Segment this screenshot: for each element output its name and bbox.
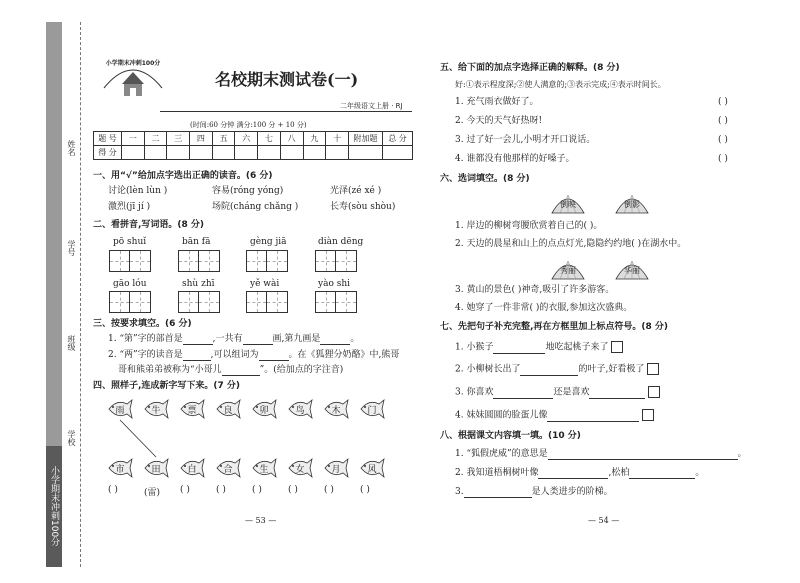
score-input[interactable] <box>326 146 349 160</box>
q7-text: 2. 小柳树长出了 <box>455 364 521 375</box>
q4-answer-paren[interactable]: ( ) <box>360 485 370 495</box>
score-cell: 总 分 <box>383 132 413 146</box>
punctuation-box[interactable] <box>611 341 623 353</box>
score-input[interactable] <box>349 146 383 160</box>
q5-paren[interactable]: ( ) <box>718 97 728 107</box>
q8-text: 。 <box>737 449 747 459</box>
word-shell <box>548 191 588 217</box>
answer-blank[interactable] <box>548 450 738 460</box>
q1-opts[interactable]: (lèn lùn ) <box>126 186 168 196</box>
q2-pinyin: pō shuǐ <box>113 237 147 247</box>
q2-pinyin: yě wài <box>250 279 280 289</box>
fish-char: 木 <box>331 406 341 416</box>
score-input[interactable] <box>167 146 190 160</box>
q3-text: ”。(给加点的字注音) <box>259 365 344 375</box>
q6-title: 六、选词填空。(8 分) <box>440 174 530 184</box>
fish-char: 卯 <box>259 406 269 416</box>
side-label-name: 姓名 <box>67 140 76 156</box>
answer-blank[interactable] <box>320 335 350 345</box>
bottom-fish[interactable] <box>179 457 205 479</box>
fish-char: 风 <box>367 465 377 475</box>
bottom-fish[interactable] <box>251 457 277 479</box>
score-input[interactable] <box>190 146 213 160</box>
side-caption: 小学期末冲刺100分 <box>46 446 62 567</box>
time-note: (时间:60 分钟 满分:100 分 + 10 分) <box>190 121 307 129</box>
q1-opts[interactable]: (jī jí ) <box>126 202 151 212</box>
score-input[interactable] <box>212 146 235 160</box>
q2-writing-grid[interactable] <box>178 250 220 272</box>
answer-blank[interactable] <box>259 351 289 361</box>
q1-title: 一、用“√”给加点字选出正确的读音。(6 分) <box>93 171 273 181</box>
q8-line2 <box>455 467 704 479</box>
shell-word: 华丽 <box>624 266 640 275</box>
fish-char: 票 <box>187 406 197 416</box>
q7-line1 <box>455 341 623 354</box>
fish-char: 女 <box>295 465 305 475</box>
score-input[interactable] <box>258 146 281 160</box>
score-cell: 题 号 <box>94 132 122 146</box>
shell-word: 秀丽 <box>560 266 576 275</box>
q4-title: 四、照样子,连成新字写下来。(7 分) <box>93 381 241 391</box>
q5-title: 五、给下面的加点字选择正确的解释。(8 分) <box>440 63 620 73</box>
top-fish[interactable] <box>323 398 349 420</box>
q3-line2 <box>108 349 399 361</box>
q2-writing-grid[interactable] <box>315 250 357 272</box>
q1-item <box>212 201 298 213</box>
q2-writing-grid[interactable] <box>109 291 151 313</box>
q5-paren[interactable]: ( ) <box>718 135 728 145</box>
q6-item: 1. 岸边的柳树弯腰欣赏着自己的( )。 <box>455 221 603 231</box>
score-cell: 附加题 <box>349 132 383 146</box>
score-table <box>93 131 413 160</box>
q4-answer-paren[interactable]: ( ) <box>324 485 334 495</box>
score-cell: 八 <box>280 132 303 146</box>
q5-legend: 好:①表示程度深;②使人满意的;③表示完成;④表示时间长。 <box>455 80 666 89</box>
top-fish[interactable] <box>179 398 205 420</box>
score-input[interactable] <box>303 146 326 160</box>
answer-blank[interactable] <box>183 351 211 361</box>
answer-blank[interactable] <box>520 366 578 376</box>
fish-char: 市 <box>115 465 125 475</box>
page-number-left: — 53 — <box>245 516 277 525</box>
score-cell: 七 <box>258 132 281 146</box>
q3-title: 三、按要求填空。(6 分) <box>93 319 192 329</box>
q5-item: 1. 充气雨衣做好了。 <box>455 97 539 107</box>
bottom-fish[interactable] <box>323 457 349 479</box>
q2-pinyin: yào shi <box>318 279 351 289</box>
side-label-id: 学号 <box>67 240 76 256</box>
q2-pinyin: gèng jiā <box>250 237 287 247</box>
answer-blank[interactable] <box>183 335 213 345</box>
house-logo <box>100 58 166 102</box>
q8-text: ,松柏 <box>608 468 630 478</box>
q1-item <box>330 185 381 197</box>
q7-line3 <box>455 386 660 399</box>
q1-opts[interactable]: (zé xé ) <box>348 186 382 196</box>
answer-blank[interactable] <box>222 366 260 376</box>
q1-opts[interactable]: (cháng chǎng ) <box>230 202 299 212</box>
q8-text: 2. 我知道梧桐树叶像 <box>455 468 539 478</box>
fish-char: 白 <box>187 465 197 475</box>
punctuation-box[interactable] <box>647 363 659 375</box>
q2-writing-grid[interactable] <box>246 250 288 272</box>
q5-paren[interactable]: ( ) <box>718 116 728 126</box>
q6-item: 3. 黄山的景色( )神奇,吸引了许多游客。 <box>455 285 615 295</box>
score-cell: 得 分 <box>94 146 122 160</box>
q8-text: 。 <box>695 468 705 478</box>
q1-item <box>108 185 167 197</box>
q4-connector <box>120 420 156 457</box>
answer-blank[interactable] <box>589 389 645 399</box>
top-fish[interactable] <box>143 398 169 420</box>
q6-item: 2. 天边的晨星和山上的点点灯光,隐隐约约地( )在湖水中。 <box>455 239 687 249</box>
q7-text: 还是喜欢 <box>553 387 590 398</box>
binding-line <box>80 22 81 567</box>
score-header-row <box>94 132 413 146</box>
q7-text: 的叶子,好看极了 <box>578 364 645 375</box>
shell-word: 倒影 <box>624 200 640 209</box>
q3-line3 <box>118 364 343 376</box>
q2-pinyin: bān fā <box>182 237 211 247</box>
score-input[interactable] <box>144 146 167 160</box>
answer-blank[interactable] <box>547 412 639 422</box>
q4-answer-paren[interactable]: (雷) <box>144 488 161 498</box>
fish-char: 良 <box>223 406 233 416</box>
fish-char: 合 <box>223 465 233 475</box>
bottom-fish[interactable] <box>107 457 133 479</box>
q1-opts[interactable]: (róng yóng) <box>230 186 284 196</box>
q8-text: 3. <box>455 487 464 497</box>
top-fish[interactable] <box>359 398 385 420</box>
q3-text: ,一共有 <box>212 334 243 344</box>
bottom-fish[interactable] <box>143 457 169 479</box>
q7-title: 七、先把句子补充完整,再在方框里加上标点符号。(8 分) <box>440 322 669 332</box>
page-number-right: — 54 — <box>588 516 620 525</box>
q2-writing-grid[interactable] <box>109 250 151 272</box>
fish-char: 月 <box>331 465 341 475</box>
score-cell: 五 <box>212 132 235 146</box>
q1-word: 光泽 <box>330 186 349 196</box>
q8-text: 是人类进步的阶梯。 <box>531 487 613 497</box>
word-shell <box>612 257 652 283</box>
answer-blank[interactable] <box>493 344 545 354</box>
answer-blank[interactable] <box>493 389 553 399</box>
q5-item: 3. 过了好一会儿,小明才开口说话。 <box>455 135 596 145</box>
fish-char: 雨 <box>115 406 125 416</box>
q2-title: 二、看拼音,写词语。(8 分) <box>93 220 205 230</box>
score-cell: 九 <box>303 132 326 146</box>
bottom-fish[interactable] <box>287 457 313 479</box>
q5-item: 4. 谁都没有他那样的好嗓子。 <box>455 154 575 164</box>
side-label-class: 班级 <box>67 335 76 351</box>
bottom-fish[interactable] <box>215 457 241 479</box>
q3-line1 <box>108 333 359 345</box>
q7-text: 3. 你喜欢 <box>455 387 494 398</box>
top-fish[interactable] <box>107 398 133 420</box>
bottom-fish[interactable] <box>359 457 385 479</box>
q1-item <box>212 185 283 197</box>
q7-text: 1. 小猴子 <box>455 342 494 353</box>
word-shell <box>548 257 588 283</box>
q4-answer-paren[interactable]: ( ) <box>180 485 190 495</box>
q7-text: 4. 妹妹圆圆的脸蛋儿像 <box>455 410 548 421</box>
word-shell <box>612 191 652 217</box>
score-input[interactable] <box>235 146 258 160</box>
q8-text: 1. “狐假虎威”的意思是 <box>455 449 548 459</box>
top-fish[interactable] <box>215 398 241 420</box>
fish-char: 鸟 <box>295 406 305 416</box>
side-label-school: 学校 <box>67 430 76 446</box>
page-title: 名校期末测试卷(一) <box>215 70 359 89</box>
answer-blank[interactable] <box>538 469 608 479</box>
q2-writing-grid[interactable] <box>246 291 288 313</box>
shell-word: 倒映 <box>560 200 576 209</box>
logo-ring-text: 小学期末冲刺100分 <box>105 60 161 67</box>
punctuation-box[interactable] <box>642 409 654 421</box>
answer-blank[interactable] <box>629 469 695 479</box>
score-row <box>94 146 413 160</box>
q4-answer-paren[interactable]: ( ) <box>108 485 118 495</box>
score-cell: 一 <box>122 132 145 146</box>
q5-paren[interactable]: ( ) <box>718 154 728 164</box>
q2-pinyin: diàn dēng <box>318 237 364 247</box>
q2-pinyin: shù zhī <box>182 279 215 289</box>
q3-text: 哥和熊弟弟被称为“小哥儿 <box>118 365 222 375</box>
q1-opts[interactable]: (sòu shòu) <box>348 202 396 212</box>
q4-answer-paren[interactable]: ( ) <box>252 485 262 495</box>
q3-text: ,可以组词为 <box>210 350 259 360</box>
fish-char: 牛 <box>151 406 161 416</box>
top-fish[interactable] <box>287 398 313 420</box>
q1-word: 容易 <box>212 186 231 196</box>
top-fish[interactable] <box>251 398 277 420</box>
q7-text: 地吃起桃子来了 <box>545 342 609 353</box>
q1-word: 讨论 <box>108 186 127 196</box>
score-input[interactable] <box>280 146 303 160</box>
score-cell: 六 <box>235 132 258 146</box>
fish-char: 门 <box>367 406 377 416</box>
score-input[interactable] <box>383 146 413 160</box>
q1-word: 长寿 <box>330 202 349 212</box>
answer-blank[interactable] <box>243 335 273 345</box>
q3-text: 。在《狐狸分奶酪》中,熊哥 <box>288 350 400 360</box>
punctuation-box[interactable] <box>648 386 660 398</box>
q1-word: 激烈 <box>108 202 127 212</box>
q7-line4 <box>455 409 654 422</box>
score-cell: 十 <box>326 132 349 146</box>
q2-writing-grid[interactable] <box>178 291 220 313</box>
q8-line1 <box>455 448 747 460</box>
q1-item <box>330 201 395 213</box>
score-cell: 二 <box>144 132 167 146</box>
q3-text: 画,第九画是 <box>272 334 321 344</box>
score-cell: 三 <box>167 132 190 146</box>
q3-text: 2. “两”字的读音是 <box>108 350 183 360</box>
q3-text: 1. “第”字的部首是 <box>108 334 183 344</box>
score-cell: 四 <box>190 132 213 146</box>
q8-line3 <box>455 486 613 498</box>
subtitle: 二年级语文上册 · RJ <box>340 102 403 110</box>
fish-char: 生 <box>259 465 269 475</box>
q5-item: 2. 今天的天气好热呀! <box>455 116 543 126</box>
q8-title: 八、根据课文内容填一填。(10 分) <box>440 431 581 441</box>
q2-writing-grid[interactable] <box>315 291 357 313</box>
answer-blank[interactable] <box>464 488 532 498</box>
q4-answer-paren[interactable]: ( ) <box>216 485 226 495</box>
q1-word: 场院 <box>212 202 231 212</box>
q7-line2 <box>455 363 659 376</box>
q3-text: 。 <box>350 334 360 344</box>
q1-item <box>108 201 150 213</box>
q6-item: 4. 她穿了一件非常( )的衣服,参加这次盛典。 <box>455 303 633 313</box>
q2-pinyin: gāo lóu <box>113 279 147 289</box>
score-input[interactable] <box>122 146 145 160</box>
q4-answer-paren[interactable]: ( ) <box>288 485 298 495</box>
fish-char: 田 <box>151 465 161 475</box>
